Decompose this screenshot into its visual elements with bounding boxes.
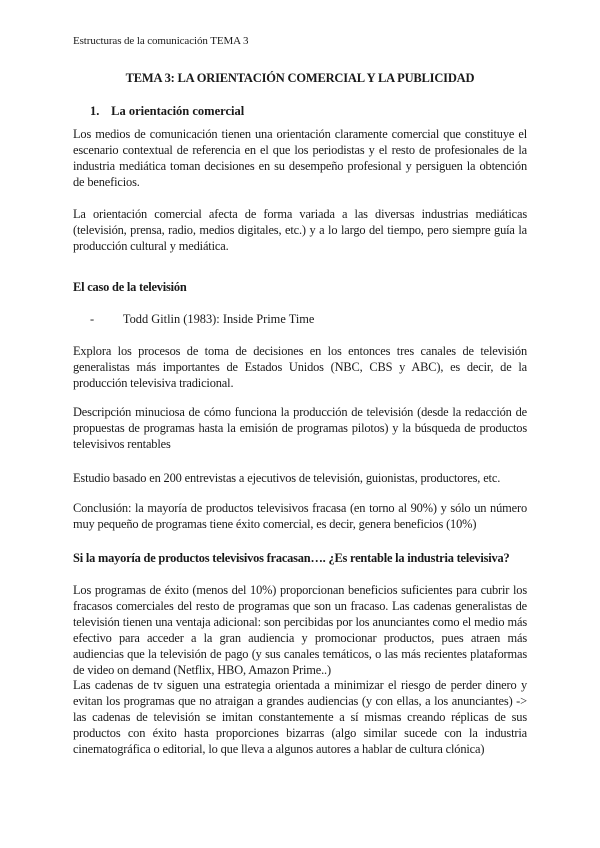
paragraph: Los programas de éxito (menos del 10%) proporcionan beneficios suficientes para cubrir los fracasos comerciales del resto de programas que son un fracaso. Las cadenas generalistas de televisión tienen una ventaja adicional: son percibidas por los anunciantes como el medio más efectivo para acceder a la gran audiencia y promocionar productos, pues atraen más audiencias que la televisión de pago (y sus canales temáticos, o las más recientes plataformas de video on demand (Netflix, HBO, Amazon Prime..) [73,583,527,677]
subheading-question: Si la mayoría de productos televisivos fracasan…. ¿Es rentable la industria televisiva? [73,551,510,565]
subheading-tv: El caso de la televisión [73,280,187,294]
section-heading [90,104,244,119]
section-heading-text: La orientación comercial [111,104,245,118]
bullet-text: Todd Gitlin (1983): Inside Prime Time [122,312,315,326]
paragraph: Estudio basado en 200 entrevistas a ejecutivos de televisión, guionistas, productores, etc. [73,471,501,485]
paragraph: La orientación comercial afecta de forma variada a las diversas industrias mediáticas (televisión, prensa, radio, medios digitales, etc.) y a lo largo del tiempo, pero siempre guía la producción cultural y mediática. [73,207,527,253]
paragraph: Los medios de comunicación tienen una orientación claramente comercial que constituye el escenario contextual de referencia en el que los periodistas y el resto de profesionales de la industria mediática toman decisiones en su desempeño profesional y persiguen la obtención de beneficios. [73,127,527,189]
paragraph: Descripción minuciosa de cómo funciona la producción de televisión (desde la redacción de propuestas de programas hasta la emisión de programas pilotos) y la búsqueda de productos televisivos rentables [73,405,527,451]
bullet-item [90,312,314,327]
document-title: TEMA 3: LA ORIENTACIÓN COMERCIAL Y LA PUBLICIDAD [125,71,475,85]
section-number: 1. [90,104,100,118]
running-header: Estructuras de la comunicación TEMA 3 [73,35,249,47]
paragraph: Las cadenas de tv siguen una estrategia orientada a minimizar el riesgo de perder dinero y evitan los programas que no atraigan a grandes audiencias (y con ellas, a los anunciantes) -> las cadenas de televisión se imitan constantemente a sí mismas creando réplicas de sus productos con éxito hasta proporciones bizarras (algo similar sucede con la industria cinematográfica o editorial, lo que lleva a algunos autores a hablar de cultura clónica) [73,678,527,756]
bullet-dash: - [90,312,95,326]
paragraph: Conclusión: la mayoría de productos televisivos fracasa (en torno al 90%) y sólo un número muy pequeño de programas tiene éxito comercial, es decir, genera beneficios (10%) [73,501,527,531]
paragraph: Explora los procesos de toma de decisiones en los entonces tres canales de televisión generalistas más importantes de Estados Unidos (NBC, CBS y ABC), es decir, de la producción televisiva tradicional. [73,344,527,390]
